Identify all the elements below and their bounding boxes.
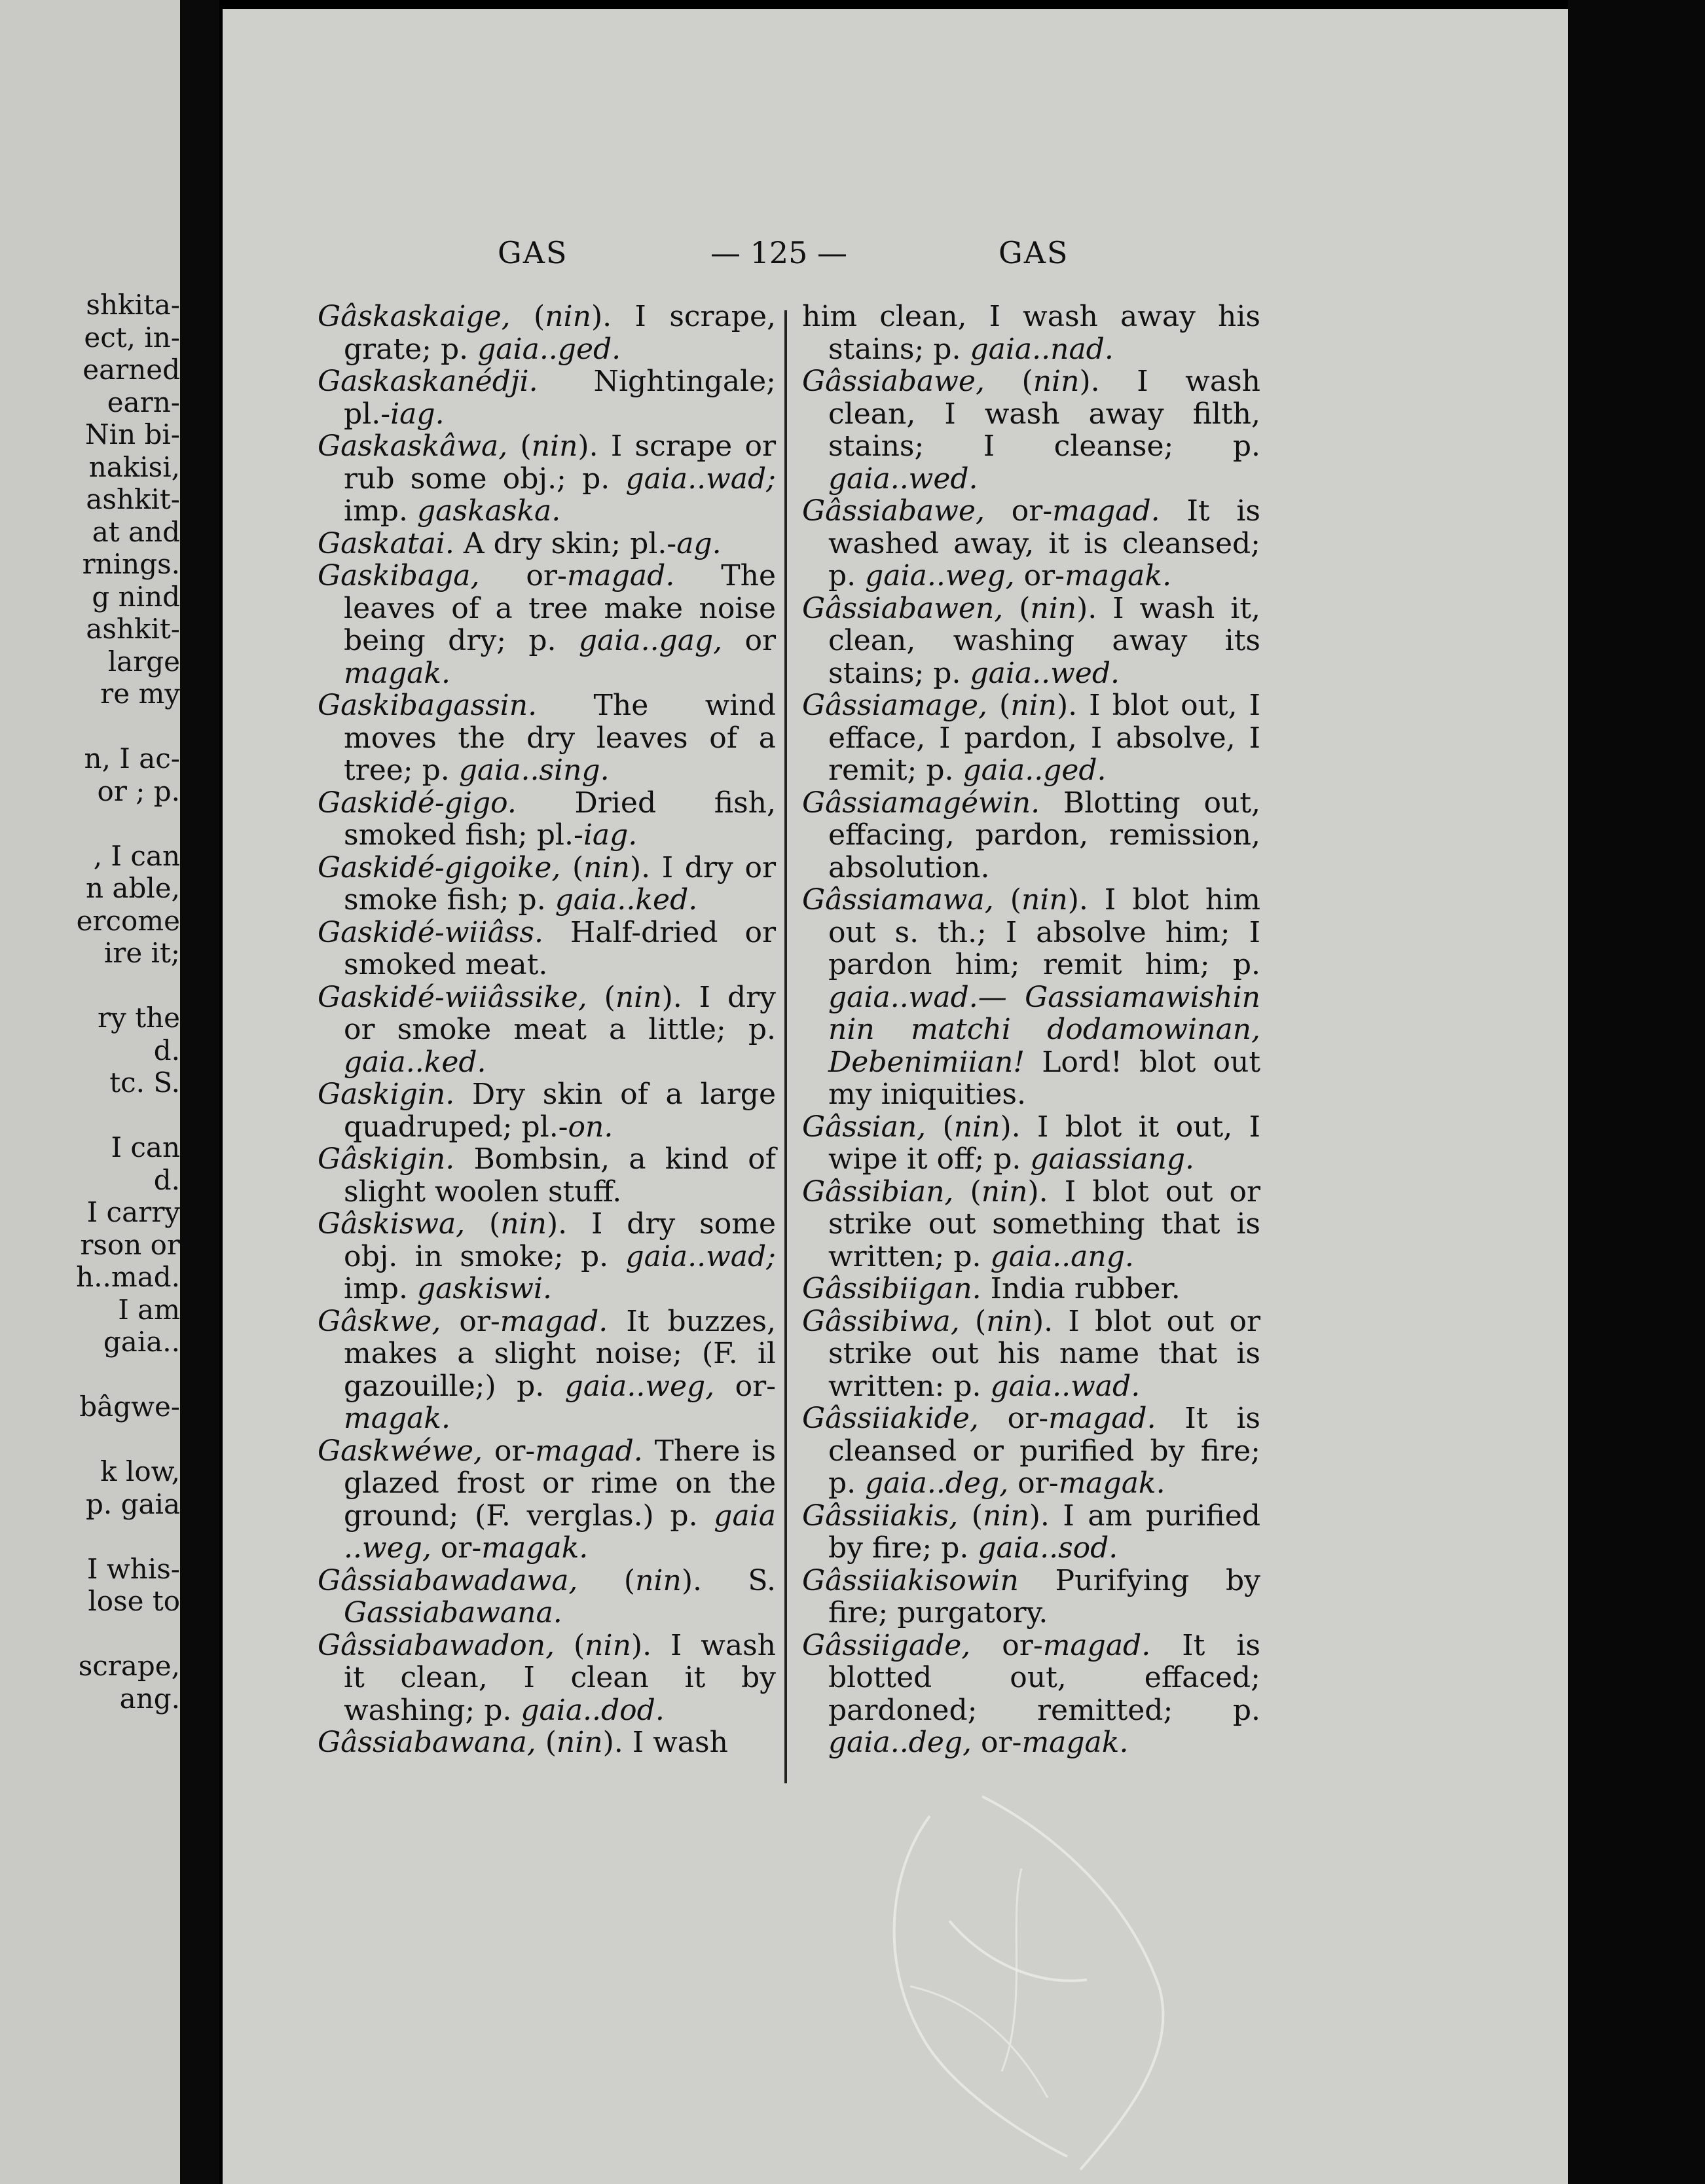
dictionary-entry: Gâssiiakide, or-magad. It is cleansed or purified by fire; p. gaia..deg, or-magak. [802,1402,1260,1500]
dictionary-entry: Gâssiamagéwin. Blotting out, effacing, pardon, remission, absolution. [802,786,1260,884]
previous-page-line: g nind [92,580,180,613]
scan-background-edge [1568,0,1705,2184]
dictionary-entry: Gaskwéwe, or-magad. There is glazed frost or rime on the ground; (F. verglas.) p. gaia ..weg, or-magak. [318,1434,776,1565]
previous-page-line: earned [82,354,180,386]
previous-page-line: bâgwe- [79,1391,180,1423]
previous-page-line: I am [118,1293,180,1326]
dictionary-entry: Gaskatai. A dry skin; pl.-ag. [318,526,722,560]
page-number: — 125 — [710,235,848,270]
dictionary-entry: Gâssiiakisowin Purifying by fire; purgatory. [802,1563,1260,1629]
previous-page-line: nakisi, [88,450,180,483]
previous-page-line: large [107,645,180,678]
dictionary-entry: Gaskibaga, or-magad. The leaves of a tree make noise being dry; p. gaia..gag, or magak. [318,559,776,690]
dictionary-entry: Gaskaskâwa, (nin). I scrape or rub some obj.; p. gaia..wad; imp. gaskaska. [318,429,776,528]
previous-page-line: ashkit- [86,483,180,515]
dictionary-entry: Gâssiabawadon, (nin). I wash it clean, I clean it by washing; p. gaia..dod. [318,1628,777,1727]
previous-page-line: shkita- [86,289,180,321]
dictionary-entry: Gâssiamage, (nin). I blot out, I efface, I pardon, I absolve, I remit; p. gaia..ged. [802,689,1260,787]
dictionary-entry: Gâssiabawadawa, (nin). S. Gassiabawana. [318,1563,776,1629]
dictionary-entry: Gâssibian, (nin). I blot out or strike out something that is written; p. gaia..ang. [802,1174,1261,1273]
previous-page-line: d. [153,1163,180,1196]
dictionary-page [223,9,1568,2184]
previous-page-line: I whis- [86,1552,180,1585]
previous-page-line: ercome [76,904,180,937]
column-divider [784,310,787,1783]
previous-page-fragment [0,0,180,2184]
dictionary-entry: Gâssiabawe, or-magad. It is washed away, it is cleansed; p. gaia..weg, or-magak. [802,494,1260,592]
previous-page-line: k low, [100,1455,180,1487]
dictionary-entry: Gaskigin. Dry skin of a large quadruped; pl.-on. [318,1078,776,1144]
previous-page-line: rnings. [82,548,180,580]
previous-page-line: gaia.. [103,1326,180,1358]
dictionary-entry: Gaskidé-wiiâssike, (nin). I dry or smoke meat a little; p. gaia..ked. [318,980,777,1079]
right-column [802,300,1260,1759]
dictionary-entry: Gâssiabawe, (nin). I wash clean, I wash away filth, stains; I cleanse; p. gaia..wed. [802,365,1260,496]
dictionary-entry: Gaskidé-gigoike, (nin). I dry or smoke fish; p. gaia..ked. [318,850,777,917]
previous-page-line: re my [100,678,180,710]
dictionary-entry: Gâssian, (nin). I blot it out, I wipe it off; p. gaiassiang. [802,1110,1260,1176]
dictionary-entry: Gâskigin. Bombsin, a kind of slight woolen stuff. [318,1142,776,1209]
previous-page-line: rson or [80,1228,180,1261]
page-gutter-shadow [180,0,219,2184]
previous-page-line: lose to [88,1585,180,1617]
previous-page-line: Nin bi- [84,418,180,450]
previous-page-line: I can [111,1131,180,1163]
previous-page-line: ashkit- [86,613,180,645]
dictionary-entry: Gâssiabawen, (nin). I wash it, clean, washing away its stains; p. gaia..wed. [802,591,1260,690]
running-head-right: GAS [999,235,1069,270]
previous-page-line: at and [92,515,180,548]
previous-page-line: I carry [86,1196,180,1228]
previous-page-line: , I can [93,839,180,872]
dictionary-entry: Gaskidé-wiiâss. Half-dried or smoked meat. [318,915,776,981]
dictionary-entry: Gâssibiwa, (nin). I blot out or strike out his name that is written: p. gaia..wad. [802,1304,1261,1403]
dictionary-entry: Gâskwe, or-magad. It buzzes, makes a slight noise; (F. il gazouille;) p. gaia..weg, or-magak. [318,1304,776,1435]
dictionary-entry: him clean, I wash away his stains; p. gaia..nad. [802,300,1260,366]
dictionary-entry: Gâssiiakis, (nin). I am purified by fire; p. gaia..sod. [802,1499,1260,1565]
previous-page-line: p. gaia [86,1487,180,1520]
previous-page-line: h..mad. [76,1261,180,1293]
dictionary-entry: Gaskibagassin. The wind moves the dry leaves of a tree; p. gaia..sing. [318,689,776,787]
dictionary-entry: Gâssiigade, or-magad. It is blotted out, effaced; pardoned; remitted; p. gaia..deg, or-magak. [802,1628,1260,1759]
previous-page-line: n, I ac- [84,742,180,774]
previous-page-line: ire it; [103,937,180,969]
dictionary-entry: Gâssibiigan. India rubber. [802,1272,1181,1305]
dictionary-entry: Gâskiswa, (nin). I dry some obj. in smoke; p. gaia..wad; imp. gaskiswi. [318,1207,776,1305]
dictionary-entry: Gaskaskanédji. Nightingale; pl.-iag. [318,365,776,431]
previous-page-line: d. [153,1034,180,1066]
previous-page-line: ang. [119,1682,180,1715]
previous-page-line: earn- [107,386,180,418]
dictionary-entry: Gâssiamawa, (nin). I blot him out s. th.; I absolve him; I pardon him; remit him; p. gaia..wad.— Gassiamawishin nin matchi dodamowinan, Debenimiian! Lord! blot out my iniquities. [802,883,1260,1111]
paper-stain-mark [851,1790,1192,2183]
running-head-left: GAS [498,235,568,270]
previous-page-line: ry the [98,1002,180,1034]
left-column [318,300,776,1759]
previous-page-line: or ; p. [97,774,180,807]
previous-page-line: n able, [86,872,180,904]
previous-page-line: ect, in- [84,321,180,354]
previous-page-line: scrape, [78,1650,180,1682]
dictionary-entry: Gâssiabawana, (nin). I wash [318,1726,728,1759]
dictionary-entry: Gâskaskaige, (nin). I scrape, grate; p. gaia..ged. [318,300,776,366]
dictionary-entry: Gaskidé-gigo. Dried fish, smoked fish; pl.-iag. [318,786,776,852]
previous-page-line: tc. S. [109,1066,180,1099]
running-head [223,235,1568,274]
